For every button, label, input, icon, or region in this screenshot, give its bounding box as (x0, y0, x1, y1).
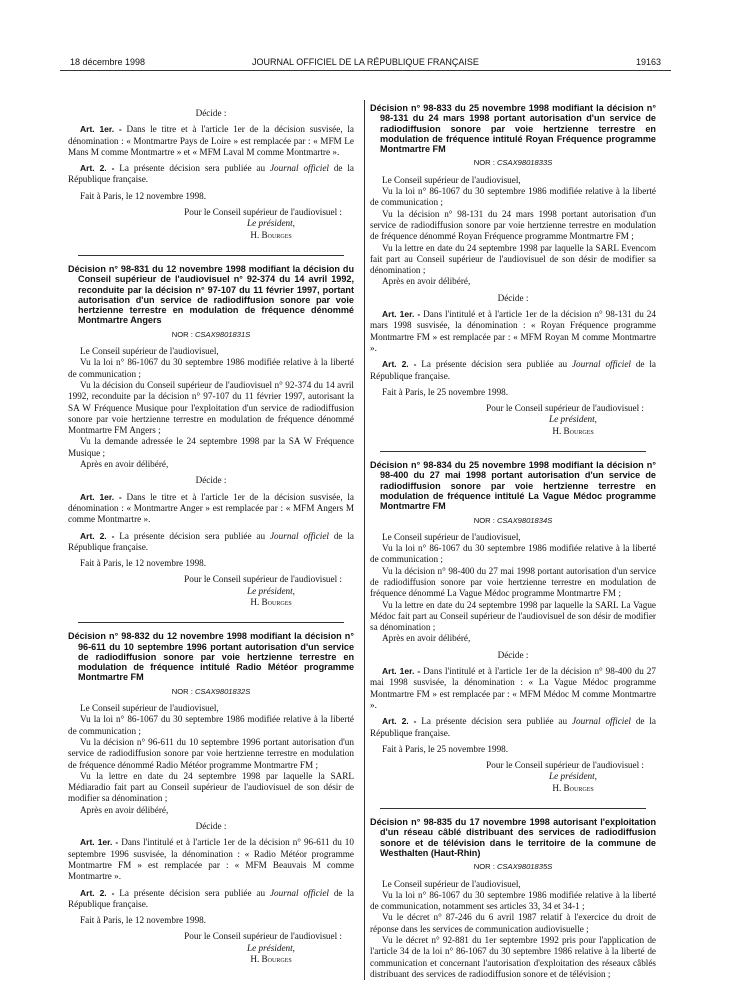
paragraph: Après en avoir délibéré, (382, 633, 471, 644)
decision-98-834 (370, 460, 656, 794)
signature-name: H. Bourges (552, 782, 594, 793)
decide-heading: Décide : (497, 649, 529, 660)
decision-98-835 (370, 817, 656, 980)
done-at: Fait à Paris, le 12 novembre 1998. (80, 558, 207, 569)
signature-line: Pour le Conseil supérieur de l'audiovisuel : (486, 760, 644, 771)
nor-reference: NOR : CSAX9801833S (473, 158, 553, 168)
nor-reference: NOR : CSAX9801835S (473, 862, 553, 872)
decision-98-831 (68, 264, 354, 608)
signature-line: Pour le Conseil supérieur de l'audiovisuel : (486, 403, 644, 414)
header-date: 18 décembre 1998 (70, 57, 146, 67)
article-1: Art. 1er. - Dans l'intitulé et à l'article 1er de la décision n° 98-131 du 24 mars 1998 susvisée, la dénomination : « Royan Fréquence programme Montmartre FM » est remplacée par : « MFM Royan M comme Montmartre ». (370, 309, 656, 353)
decision-title: Décision n° 98-835 du 17 novembre 1998 autorisant l'exploitation d'un réseau câblé distribuant des services de radiodiffusion sonore et de télévision dans le territoire de la commune de Westhalten (Haut-Rhin) (370, 817, 656, 858)
decision-title: Décision n° 98-832 du 12 novembre 1998 modifiant la décision n° 96-611 du 10 septembre 1996 portant autorisation d'un service de radiodiffusion sonore par voie hertzienne terrestre en modulation de fréquence intitulé Radio Météor programme Montmartre FM (68, 631, 354, 683)
nor-reference: NOR : CSAX9801831S (171, 329, 251, 339)
decide-heading: Décide : (195, 475, 227, 486)
paragraph: Après en avoir délibéré, (80, 459, 169, 470)
article-2: Art. 2. - La présente décision sera publiée au Journal officiel de la République française. (370, 359, 657, 381)
article-1: Art. 1er. - Dans l'intitulé et à l'article 1er de la décision n° 98-400 du 27 mai 1998 susvisée, la dénomination : « La Vague Médoc programme Montmartre FM » est remplacée par : « MFM Médoc M comme Montmartre ». (370, 666, 656, 710)
decision-98-833 (370, 103, 656, 437)
decision-title: Décision n° 98-834 du 25 novembre 1998 modifiant la décision n° 98-400 du 27 mai 1998 portant autorisation d'un service de radiodiffusion sonore par voie hertzienne terrestre en modulation de fréquence intitulé La Vague Médoc programme Montmartre FM (370, 460, 656, 512)
header-page-number: 19163 (635, 57, 661, 67)
nor-reference: NOR : CSAX9801832S (171, 686, 251, 696)
signature-line: Pour le Conseil supérieur de l'audiovisuel : (184, 207, 342, 218)
paragraph: Le Conseil supérieur de l'audiovisuel, (80, 346, 219, 357)
decision-title: Décision n° 98-831 du 12 novembre 1998 modifiant la décision du Conseil supérieur de l'audiovisuel n° 92-374 du 14 avril 1992, reconduite par la décision n° 97-107 du 11 février 1997, portant autorisation d'un service de radiodiffusion sonore par voie hertzienne terrestre en modulation de fréquence dénommé Montmartre Angers (68, 263, 354, 326)
done-at: Fait à Paris, le 25 novembre 1998. (382, 743, 509, 754)
continued-decision (68, 108, 354, 241)
article-2: Art. 2. - La présente décision sera publiée au Journal officiel de la République française. (68, 530, 355, 552)
nor-reference: NOR : CSAX9801834S (473, 515, 553, 525)
decision-98-832 (68, 631, 354, 965)
paragraph: Le Conseil supérieur de l'audiovisuel, (382, 878, 521, 889)
article-2: Art. 2. - La présente décision sera publiée au Journal officiel de la République française. (68, 887, 355, 909)
right-column (370, 103, 656, 980)
signature-line: Pour le Conseil supérieur de l'audiovisuel : (184, 574, 342, 585)
page-header (70, 57, 661, 71)
article-1: Art. 1er. - Dans le titre et à l'article 1er de la décision susvisée, la dénomination : « Montmartre Anger » est remplacée par : « MFM Angers M comme Montmartre ». (68, 491, 354, 525)
done-at: Fait à Paris, le 25 novembre 1998. (382, 386, 509, 397)
paragraph: Vu le décret n° 92-881 du 1er septembre 1992 pris pour l'application de l'article 34 de la loi n° 86-1067 du 30 septembre 1986 relative à la liberté de communication et concernant l'autorisation d'exploitation des réseaux câblés distribuant des services de radiodiffusion sonore et de télévision ; (370, 935, 656, 979)
signature-role: Le président, (549, 414, 597, 425)
paragraph: Le Conseil supérieur de l'audiovisuel, (382, 531, 521, 542)
signature-name: H. Bourges (250, 954, 292, 964)
paragraph: Vu la loi n° 86-1067 du 30 septembre 1986 modifiée relative à la liberté de communication, notamment ses articles 33, 34 et 34-1 ; (370, 889, 656, 912)
section-separator (78, 255, 344, 256)
paragraph: Vu la décision n° 96-611 du 10 septembre 1996 portant autorisation d'un service de radiodiffusion sonore par voie hertzienne terrestre en modulation de fréquence dénommé Radio Météor programme Montmartre FM ; (68, 736, 354, 770)
paragraph: Vu la loi n° 86-1067 du 30 septembre 1986 modifiée relative à la liberté de communication ; (68, 714, 354, 736)
header-journal-title: JOURNAL OFFICIEL DE LA RÉPUBLIQUE FRANÇAISE (252, 57, 479, 67)
done-at: Fait à Paris, le 12 novembre 1998. (80, 190, 207, 201)
signature-role: Le président, (247, 218, 295, 229)
paragraph: Après en avoir délibéré, (382, 276, 471, 287)
paragraph: Vu le décret n° 87-246 du 6 avril 1987 relatif à l'exercice du droit de réponse dans les services de communication audiovisuelle ; (370, 912, 656, 934)
section-separator (78, 622, 344, 623)
paragraph: Vu la décision du Conseil supérieur de l'audiovisuel n° 92-374 du 14 avril 1992, reconduite par la décision n° 97-107 du 11 février 1997, autorisant la SA W Fréquence Musique pour l'exploitation d'un service de radiodiffusion sonore par voie hertzienne terrestre en modulation de fréquence dénommé Montmartre FM Angers ; (68, 379, 354, 436)
paragraph: Après en avoir délibéré, (80, 804, 169, 815)
section-separator (380, 451, 646, 452)
paragraph: Vu la loi n° 86-1067 du 30 septembre 1986 modifiée relative à la liberté de communication ; (68, 357, 354, 379)
decide-heading: Décide : (497, 292, 529, 303)
paragraph: Vu la lettre en date du 24 septembre 1998 par laquelle la SARL Evencom fait part au Conseil supérieur de l'audiovisuel de son désir de modifier sa dénomination ; (370, 242, 656, 276)
paragraph: Vu la demande adressée le 24 septembre 1998 par la SA W Fréquence Musique ; (68, 436, 354, 458)
article-1: Art. 1er. - Dans le titre et à l'article 1er de la décision susvisée, la dénomination : « Montmartre Pays de Loire » est remplacée par : « MFM Le Mans M comme Montmartre » et « MFM Laval M comme Montmartre ». (68, 124, 354, 157)
paragraph: Vu la lettre en date du 24 septembre 1998 par laquelle la SARL Médiaradio fait part au Conseil supérieur de l'audiovisuel de son désir de modifier sa dénomination ; (68, 770, 354, 804)
decide-heading: Décide : (195, 108, 227, 118)
column-divider (364, 100, 365, 980)
signature-line: Pour le Conseil supérieur de l'audiovisuel : (184, 931, 342, 942)
signature-name: H. Bourges (250, 596, 292, 607)
paragraph: Vu la lettre en date du 24 septembre 1998 par laquelle la SARL La Vague Médoc fait part au Conseil supérieur de l'audiovisuel de son désir de modifier sa dénomination ; (370, 599, 656, 633)
paragraph: Le Conseil supérieur de l'audiovisuel, (80, 703, 219, 714)
signature-name: H. Bourges (552, 425, 594, 436)
header-rule (60, 70, 671, 71)
paragraph: Vu la décision n° 98-131 du 24 mars 1998 portant autorisation d'un service de radiodiffusion sonore par voie hertzienne terrestre en modulation de fréquence dénommé Royan Fréquence programme Montmartre FM ; (370, 208, 656, 242)
article-2: Art. 2. - La présente décision sera publiée au Journal officiel de la République française. (68, 163, 355, 185)
signature-role: Le président, (549, 771, 597, 782)
article-2: Art. 2. - La présente décision sera publiée au Journal officiel de la République française. (370, 716, 657, 738)
paragraph: Vu la loi n° 86-1067 du 30 septembre 1986 modifiée relative à la liberté de communication ; (370, 543, 656, 565)
paragraph: Vu la loi n° 86-1067 du 30 septembre 1986 modifiée relative à la liberté de communication ; (370, 186, 656, 208)
left-column (68, 103, 354, 965)
done-at: Fait à Paris, le 12 novembre 1998. (80, 915, 207, 926)
signature-name: H. Bourges (250, 229, 292, 240)
article-1: Art. 1er. - Dans l'intitulé et à l'article 1er de la décision n° 96-611 du 10 septembre 1996 susvisée, la dénomination : « Radio Météor programme Montmartre FM » est remplacée par : « MFM Beauvais M comme Montmartre ». (68, 837, 354, 882)
signature-role: Le président, (247, 942, 295, 953)
section-separator (380, 808, 646, 809)
paragraph: Le Conseil supérieur de l'audiovisuel, (382, 174, 521, 185)
decide-heading: Décide : (195, 821, 227, 832)
signature-role: Le président, (247, 585, 295, 596)
paragraph: Vu la décision n° 98-400 du 27 mai 1998 portant autorisation d'un service de radiodiffusion sonore par voie hertzienne terrestre en modulation de fréquence dénommé La Vague Médoc programme Montmartre FM ; (370, 565, 656, 599)
decision-title: Décision n° 98-833 du 25 novembre 1998 modifiant la décision n° 98-131 du 24 mars 1998 portant autorisation d'un service de radiodiffusion sonore par voie hertzienne terrestre en modulation de fréquence intitulé Royan Fréquence programme Montmartre FM (370, 103, 656, 155)
